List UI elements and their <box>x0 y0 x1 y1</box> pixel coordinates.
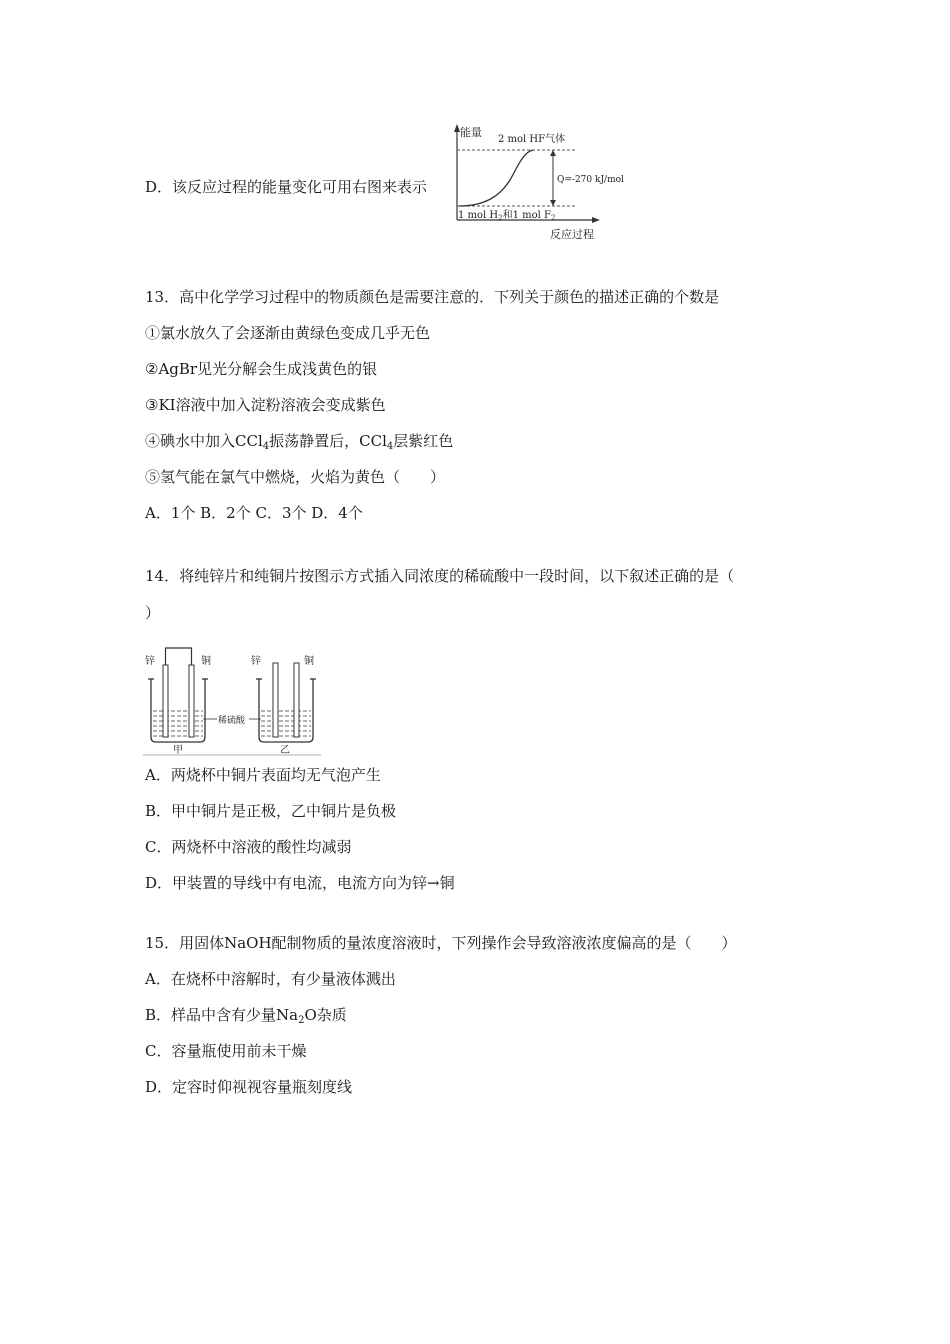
q13-options: A．1个 B．2个 C．3个 D．4个 <box>145 504 363 522</box>
q13-item-2: ②AgBr见光分解会生成浅黄色的银 <box>145 360 378 378</box>
q15-stem: 15．用固体NaOH配制物质的量浓度溶液时，下列操作会导致溶液浓度偏高的是（ ） <box>145 934 737 952</box>
q13-stem: 13．高中化学学习过程中的物质颜色是需要注意的．下列关于颜色的描述正确的个数是 <box>145 288 720 306</box>
q15-option-a: A．在烧杯中溶解时，有少量液体溅出 <box>145 970 396 988</box>
beaker-jia-label: 甲 <box>173 745 183 756</box>
energy-axis-label: 能量 <box>460 126 482 139</box>
q14-stem: 14．将纯锌片和纯铜片按图示方式插入同浓度的稀硫酸中一段时间，以下叙述正确的是（ <box>145 567 735 585</box>
beaker-yi-label: 乙 <box>280 745 290 756</box>
energy-diagram <box>445 122 624 244</box>
q13-item-5: ⑤氢气能在氯气中燃烧，火焰为黄色（ ） <box>145 468 446 486</box>
zinc-label-jia: 锌 <box>145 656 155 667</box>
beaker-jia <box>148 648 208 742</box>
q14-stem-end: ） <box>145 604 161 622</box>
acid-label: 稀硫酸 <box>218 716 246 726</box>
beaker-yi <box>256 663 316 742</box>
q15-option-c: C．容量瓶使用前未干燥 <box>145 1042 307 1060</box>
q14-option-b: B．甲中铜片是正极，乙中铜片是负极 <box>145 802 397 820</box>
q14-option-a: A．两烧杯中铜片表面均无气泡产生 <box>145 766 381 784</box>
copper-label-yi: 铜 <box>304 656 314 667</box>
q-value-label: Q=-270 kJ/mol <box>557 175 624 185</box>
q13-item-1: ①氯水放久了会逐渐由黄绿色变成几乎无色 <box>145 324 431 342</box>
reaction-axis-label: 反应过程 <box>550 228 594 241</box>
q14-option-c: C．两烧杯中溶液的酸性均减弱 <box>145 838 352 856</box>
q15-option-b: B．样品中含有少量$Na_2O$杂质 <box>145 1006 347 1026</box>
q13-item-3: ③KI溶液中加入淀粉溶液会变成紫色 <box>145 396 386 414</box>
q12-option-d: D．该反应过程的能量变化可用右图来表示 <box>145 178 428 196</box>
q15-option-d: D．定容时仰视视容量瓶刻度线 <box>145 1078 353 1096</box>
product-label: 2 mol HF气体 <box>498 134 566 145</box>
zinc-label-yi: 锌 <box>251 656 261 667</box>
q13-item-4: ④碘水中加入CCl$_4$振荡静置后，CCl$_4$层紫红色 <box>145 432 454 452</box>
copper-label-jia: 铜 <box>201 656 211 667</box>
q14-option-d: D．甲装置的导线中有电流，电流方向为锌→铜 <box>145 874 455 892</box>
reactant-label: 1 mol $H_2$和1 mol $F_2$ <box>458 210 556 222</box>
beaker-figure <box>143 645 323 757</box>
